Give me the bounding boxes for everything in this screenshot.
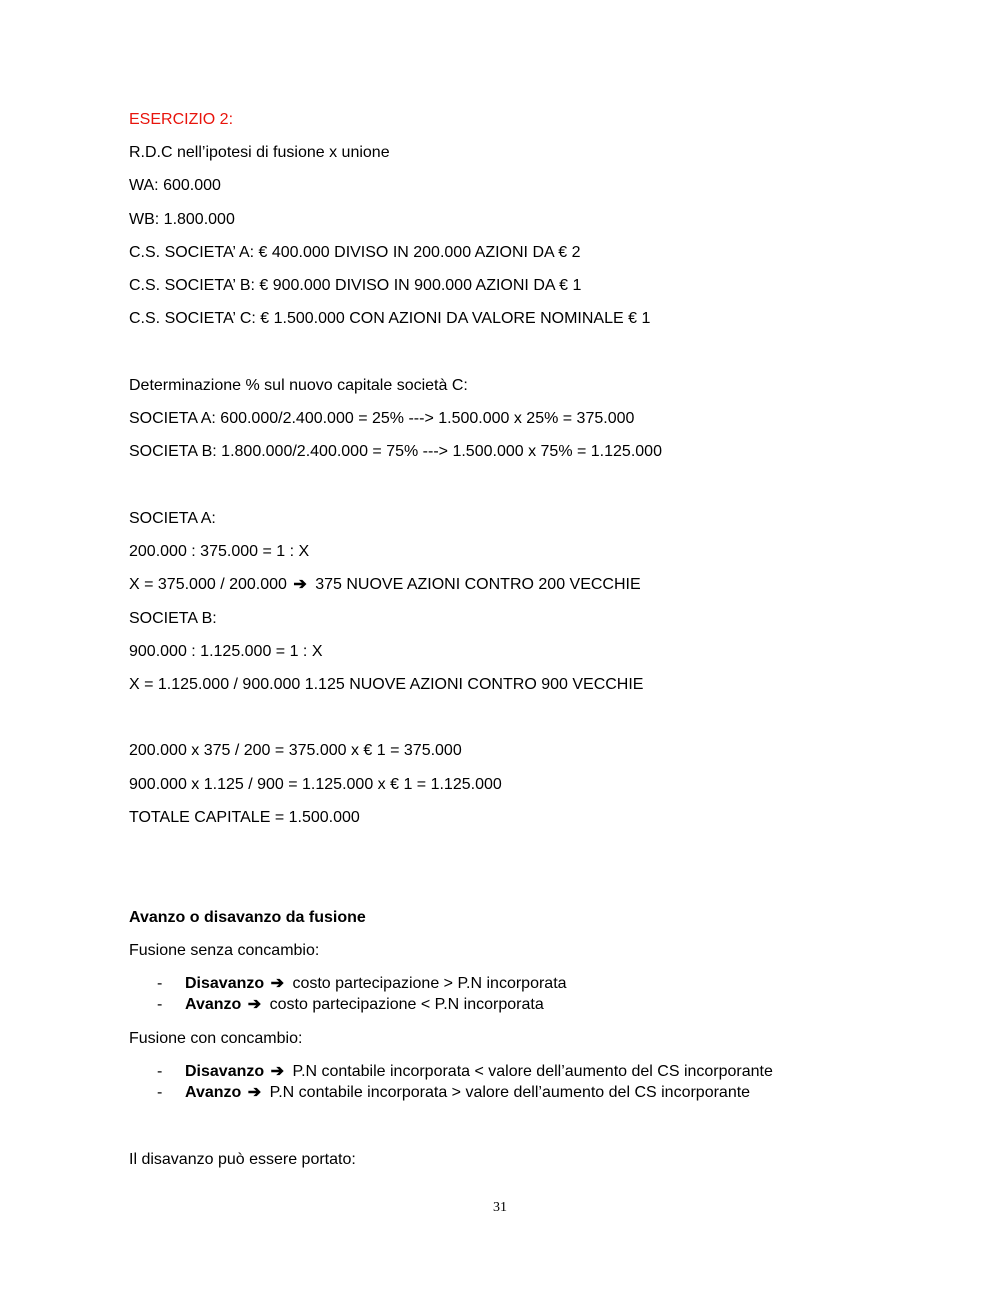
bullet-dash: - (157, 1063, 163, 1080)
text-line: SOCIETA B: (129, 610, 217, 627)
subheading: Fusione senza concambio: (129, 942, 320, 959)
text-line: Il disavanzo può essere portato: (129, 1151, 356, 1168)
list-item (185, 974, 567, 994)
bullet-dash: - (157, 996, 163, 1013)
bullet-dash: - (157, 1084, 163, 1101)
text-line: 200.000 x 375 / 200 = 375.000 x € 1 = 375.000 (129, 742, 462, 759)
list-item (185, 1083, 750, 1103)
text-line: X = 1.125.000 / 900.000 1.125 NUOVE AZIONI CONTRO 900 VECCHIE (129, 676, 644, 693)
list-item-text: costo partecipazione > P.N incorporata (292, 975, 567, 992)
list-item-term: Disavanzo (185, 1063, 265, 1080)
formula-text: X = 375.000 / 200.000 (129, 576, 287, 593)
result-text: 375 NUOVE AZIONI CONTRO 200 VECCHIE (315, 576, 641, 593)
text-line: C.S. SOCIETA’ A: € 400.000 DIVISO IN 200.000 AZIONI DA € 2 (129, 244, 581, 261)
subheading: Fusione con concambio: (129, 1030, 303, 1047)
section-title: Avanzo o disavanzo da fusione (129, 909, 366, 926)
text-line: SOCIETA A: 600.000/2.400.000 = 25% ---> 1.500.000 x 25% = 375.000 (129, 410, 635, 427)
text-line: 900.000 : 1.125.000 = 1 : X (129, 643, 323, 660)
list-item-term: Avanzo (185, 996, 242, 1013)
list-item (185, 995, 544, 1015)
text-line: WB: 1.800.000 (129, 211, 235, 228)
arrow-right-icon: ➔ (247, 996, 262, 1013)
list-item-text: P.N contabile incorporata > valore dell’aumento del CS incorporante (269, 1084, 751, 1101)
text-line: C.S. SOCIETA’ B: € 900.000 DIVISO IN 900.000 AZIONI DA € 1 (129, 277, 582, 294)
text-line: SOCIETA A: (129, 510, 216, 527)
arrow-right-icon: ➔ (270, 975, 284, 992)
text-line: SOCIETA B: 1.800.000/2.400.000 = 75% ---> 1.500.000 x 75% = 1.125.000 (129, 443, 662, 460)
text-line: WA: 600.000 (129, 177, 221, 194)
text-line: C.S. SOCIETA’ C: € 1.500.000 CON AZIONI DA VALORE NOMINALE € 1 (129, 310, 651, 327)
text-line: TOTALE CAPITALE = 1.500.000 (129, 809, 360, 826)
list-item-term: Disavanzo (185, 975, 265, 992)
arrow-right-icon: ➔ (270, 1063, 284, 1080)
list-item-text: P.N contabile incorporata < valore dell’aumento del CS incorporante (292, 1063, 773, 1080)
arrow-right-icon: ➔ (247, 1084, 262, 1101)
arrow-right-icon: ➔ (293, 576, 307, 593)
text-line: Determinazione % sul nuovo capitale società C: (129, 377, 468, 394)
text-line: 900.000 x 1.125 / 900 = 1.125.000 x € 1 = 1.125.000 (129, 776, 502, 793)
list-item-term: Avanzo (185, 1084, 242, 1101)
exercise-heading: ESERCIZIO 2: (129, 111, 234, 128)
text-line: 200.000 : 375.000 = 1 : X (129, 543, 310, 560)
text-line-with-arrow (129, 575, 641, 595)
list-item-text: costo partecipazione < P.N incorporata (269, 996, 544, 1013)
page-number: 31 (493, 1200, 507, 1215)
text-line: R.D.C nell’ipotesi di fusione x unione (129, 144, 390, 161)
bullet-dash: - (157, 975, 163, 992)
list-item (185, 1062, 773, 1082)
